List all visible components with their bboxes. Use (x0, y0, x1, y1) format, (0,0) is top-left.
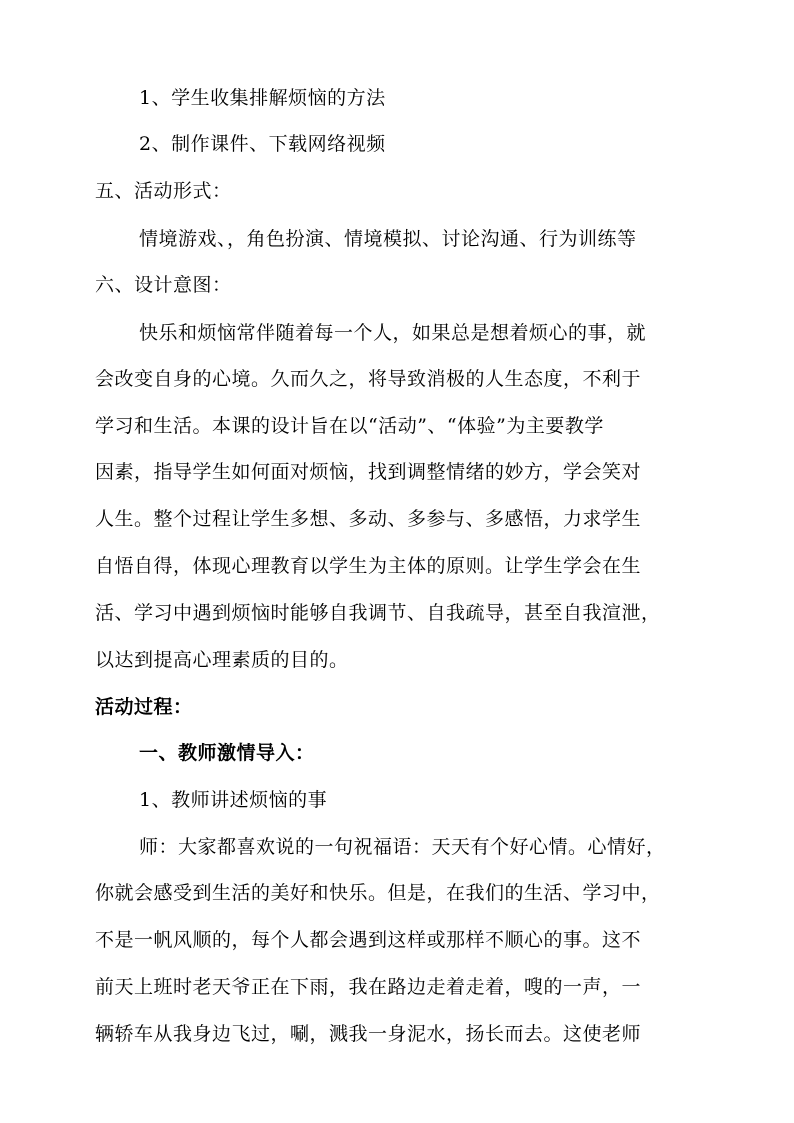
paragraph-line: 自悟自得，体现心理教育以学生为主体的原则。让学生学会在生 (95, 555, 642, 577)
paragraph-line: 你就会感受到生活的美好和快乐。但是，在我们的生活、学习中， (95, 882, 661, 904)
paragraph-line: 师：大家都喜欢说的一句祝福语：天天有个好心情。心情好， (139, 836, 666, 858)
material-item-2: 2、制作课件、下载网络视频 (139, 133, 386, 155)
paragraph-line: 因素，指导学生如何面对烦恼，找到调整情绪的妙方，学会笑对 (95, 461, 642, 483)
material-item-1: 1、学生收集排解烦恼的方法 (139, 87, 386, 109)
paragraph-line: 人生。整个过程让学生多想、多动、多参与、多感悟，力求学生 (95, 508, 642, 530)
step-item-1: 1、教师讲述烦恼的事 (139, 789, 328, 811)
activity-form-text: 情境游戏、，角色扮演、情境模拟、讨论沟通、行为训练等 (139, 228, 637, 250)
paragraph-line: 前天上班时老天爷正在下雨，我在路边走着走着，嗖的一声，一 (95, 976, 642, 998)
heading-activity-process: 活动过程： (95, 696, 193, 718)
paragraph-line: 辆轿车从我身边飞过，唰，溅我一身泥水，扬长而去。这使老师 (95, 1023, 642, 1045)
paragraph-line: 不是一帆风顺的，每个人都会遇到这样或那样不顺心的事。这不 (95, 929, 642, 951)
section-heading-design-intent: 六、设计意图： (95, 274, 232, 296)
paragraph-line: 以达到提高心理素质的目的。 (95, 649, 349, 671)
section-heading-activity-form: 五、活动形式： (95, 180, 232, 202)
subheading-teacher-intro: 一、教师激情导入： (139, 742, 315, 764)
paragraph-line: 活、学习中遇到烦恼时能够自我调节、自我疏导，甚至自我渲泄， (95, 602, 661, 624)
paragraph-line: 会改变自身的心境。久而久之，将导致消极的人生态度，不利于 (95, 368, 642, 390)
paragraph-line: 快乐和烦恼常伴随着每一个人，如果总是想着烦心的事，就 (139, 322, 647, 344)
paragraph-line: 学习和生活。本课的设计旨在以“活动”、“体验”为主要教学 (95, 415, 604, 437)
